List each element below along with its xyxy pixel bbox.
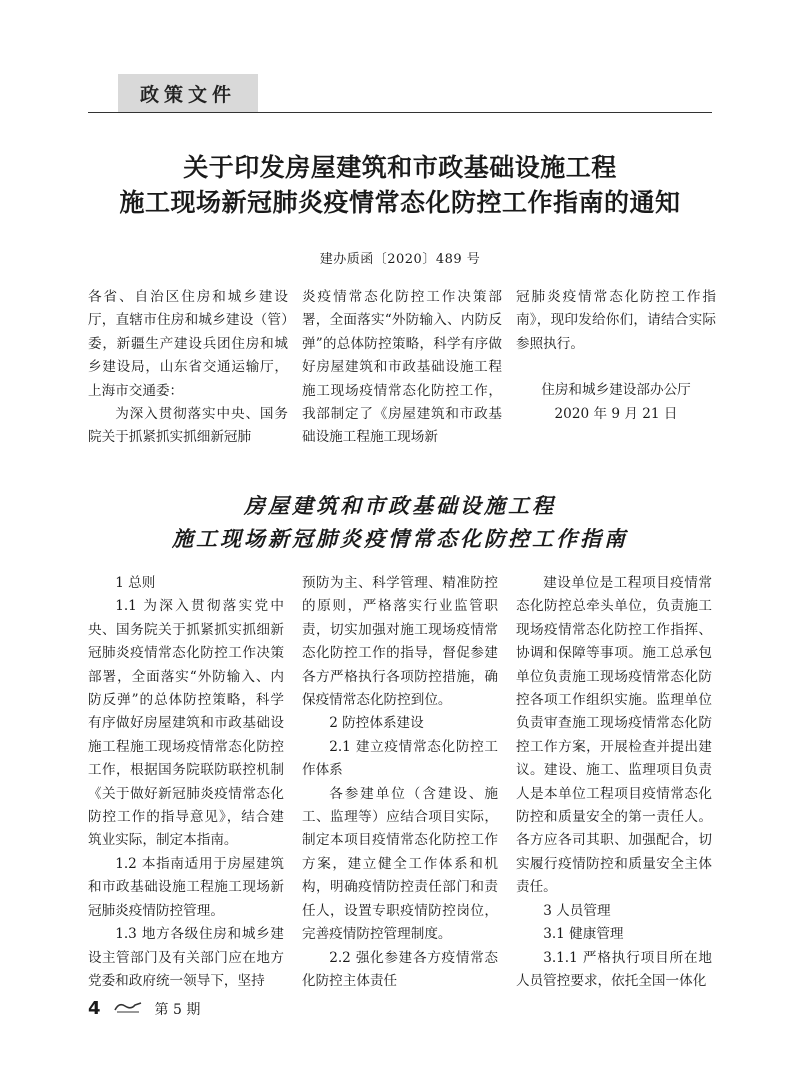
signature-date: 2020 年 9 月 21 日 — [554, 405, 678, 422]
guide-paragraph: 建设单位是工程项目疫情常态化防控总牵头单位，负责施工现场疫情常态化防控工作指挥、协调和保障等事项。施工总承包单位负责施工现场疫情常态化防控各项工作组织实施。监理单位负责审查施工现场疫情常态化防控工作方案，开展检查并提出建议。建设、施工、监理项目负责人是本单位工程项目疫情常态化防控和质量安全的第一责任人。各方应各司其职、加强配合，切实履行疫情防控和质量安全主体责任。 — [516, 575, 712, 896]
section-label: 政策文件 — [118, 74, 258, 112]
issue-number: 第 5 期 — [154, 1001, 201, 1018]
guide-title-line2: 施工现场新冠肺炎疫情常态化防控工作指南 — [172, 526, 628, 551]
notice-paragraph: 冠肺炎疫情常态化防控工作指南》，现印发给你们，请结合实际参照执行。 — [516, 289, 716, 352]
guide-paragraph: 预防为主、科学管理、精准防控的原则，严格落实行业监管职责，切实加强对施工现场疫情常态化防控工作的指导，督促参建各方严格执行各项防控措施，确保疫情常态化防控到位。 — [302, 575, 498, 709]
guide-paragraph: 1.3 地方各级住房和城乡建设主管部门及有关部门应在地方党委和政府统一领导下，坚持 — [88, 926, 284, 989]
section-heading: 1 总则 — [115, 575, 156, 591]
guide-paragraph: 各参建单位（含建设、施工、监理等）应结合项目实际，制定本项目疫情常态化防控工作方案，建立健全工作体系和机构，明确疫情防控责任部门和责任人，设置专职疫情防控岗位，完善疫情防控管理制度。 — [302, 785, 498, 943]
notice-paragraph: 炎疫情常态化防控工作决策部署，全面落实“外防输入、内防反弹”的总体防控策略，科学有序做好房屋建筑和市政基础设施工程施工现场疫情常态化防控工作，我部制定了《房屋建筑和市政基础设施工程施工现场新 — [302, 289, 502, 446]
journal-logo-icon — [113, 999, 143, 1018]
guide-paragraph: 1.1 为深入贯彻落实党中央、国务院关于抓紧抓实抓细新冠肺炎疫情常态化防控工作决策部署，全面落实“外防输入、内防反弹”的总体防控策略，科学有序做好房屋建筑和市政基础设施工程施工现场疫情常态化防控工作，根据国务院联防联控机制《关于做好新冠肺炎疫情常态化防控工作的指导意见》，结合建筑业实际，制定本指南。 — [88, 598, 284, 849]
guide-paragraph: 3.1.1 严格执行项目所在地人员管控要求，依托全国一体化 — [516, 949, 712, 989]
header-rule — [88, 112, 712, 113]
guide-column-3 — [516, 572, 712, 993]
notice-column-3 — [516, 286, 716, 426]
guide-paragraph: 2.2 强化参建各方疫情常态化防控主体责任 — [302, 949, 498, 989]
notice-column-2 — [302, 286, 502, 450]
document-number: 建办质函〔2020〕489 号 — [319, 252, 481, 267]
guide-paragraph: 3.1 健康管理 — [543, 926, 624, 943]
notice-addressees: 各省、自治区住房和城乡建设厅，直辖市住房和城乡建设（管）委，新疆生产建设兵团住房和城乡建设局，山东省交通运输厅，上海市交通委： — [88, 289, 288, 399]
page-footer — [88, 998, 200, 1019]
section-heading: 2 防控体系建设 — [329, 715, 424, 732]
guide-paragraph: 2.1 建立疫情常态化防控工作体系 — [302, 738, 498, 779]
notice-paragraph: 为深入贯彻落实中央、国务院关于抓紧抓实抓细新冠肺 — [88, 406, 288, 446]
guide-column-2 — [302, 572, 498, 993]
guide-paragraph: 1.2 本指南适用于房屋建筑和市政基础设施工程施工现场新冠肺炎疫情防控管理。 — [88, 855, 284, 919]
signature-org: 住房和城乡建设部办公厅 — [541, 382, 691, 399]
guide-column-1 — [88, 572, 284, 993]
page-number: 4 — [88, 998, 101, 1019]
section-heading: 3 人员管理 — [543, 902, 611, 919]
notice-title-line1: 关于印发房屋建筑和市政基础设施工程 — [183, 153, 617, 182]
notice-title-line2: 施工现场新冠肺炎疫情常态化防控工作指南的通知 — [119, 188, 681, 217]
guide-title-line1: 房屋建筑和市政基础设施工程 — [244, 493, 556, 518]
notice-column-1 — [88, 286, 288, 450]
